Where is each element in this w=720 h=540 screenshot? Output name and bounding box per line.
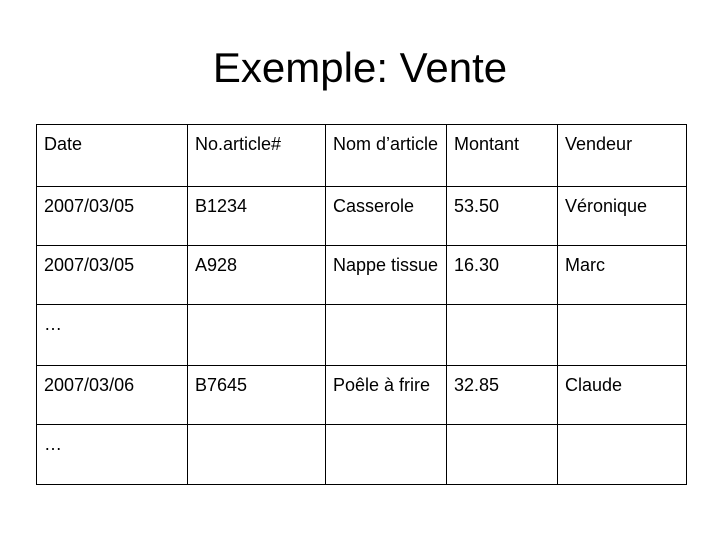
cell-seller: Claude	[558, 366, 687, 425]
cell-amount: 16.30	[447, 246, 558, 305]
cell-date: …	[37, 425, 188, 485]
table-row	[37, 366, 687, 425]
header-amount: Montant	[447, 125, 558, 187]
cell-date: 2007/03/05	[37, 187, 188, 246]
cell-seller	[558, 305, 687, 366]
table-row	[37, 187, 687, 246]
cell-seller: Marc	[558, 246, 687, 305]
table-header-row	[37, 125, 687, 187]
cell-amount: 32.85	[447, 366, 558, 425]
cell-article-name: Casserole	[326, 187, 447, 246]
cell-article-number	[188, 425, 326, 485]
cell-article-name	[326, 425, 447, 485]
cell-article-number: B7645	[188, 366, 326, 425]
sales-table-container	[36, 124, 687, 485]
page-title: Exemple: Vente	[212, 44, 508, 91]
header-date: Date	[37, 125, 188, 187]
cell-seller: Véronique	[558, 187, 687, 246]
cell-article-number: A928	[188, 246, 326, 305]
cell-article-name: Poêle à frire	[326, 366, 447, 425]
cell-article-number	[188, 305, 326, 366]
cell-article-name: Nappe tissue	[326, 246, 447, 305]
table-row	[37, 246, 687, 305]
cell-amount: 53.50	[447, 187, 558, 246]
header-article-number: No.article#	[188, 125, 326, 187]
table-row	[37, 305, 687, 366]
cell-article-name	[326, 305, 447, 366]
cell-amount	[447, 425, 558, 485]
cell-date: 2007/03/06	[37, 366, 188, 425]
header-article-name: Nom d’article	[326, 125, 447, 187]
cell-amount	[447, 305, 558, 366]
cell-article-number: B1234	[188, 187, 326, 246]
cell-date: …	[37, 305, 188, 366]
table-row	[37, 425, 687, 485]
cell-seller	[558, 425, 687, 485]
header-seller: Vendeur	[558, 125, 687, 187]
cell-date: 2007/03/05	[37, 246, 188, 305]
sales-table	[36, 124, 687, 485]
